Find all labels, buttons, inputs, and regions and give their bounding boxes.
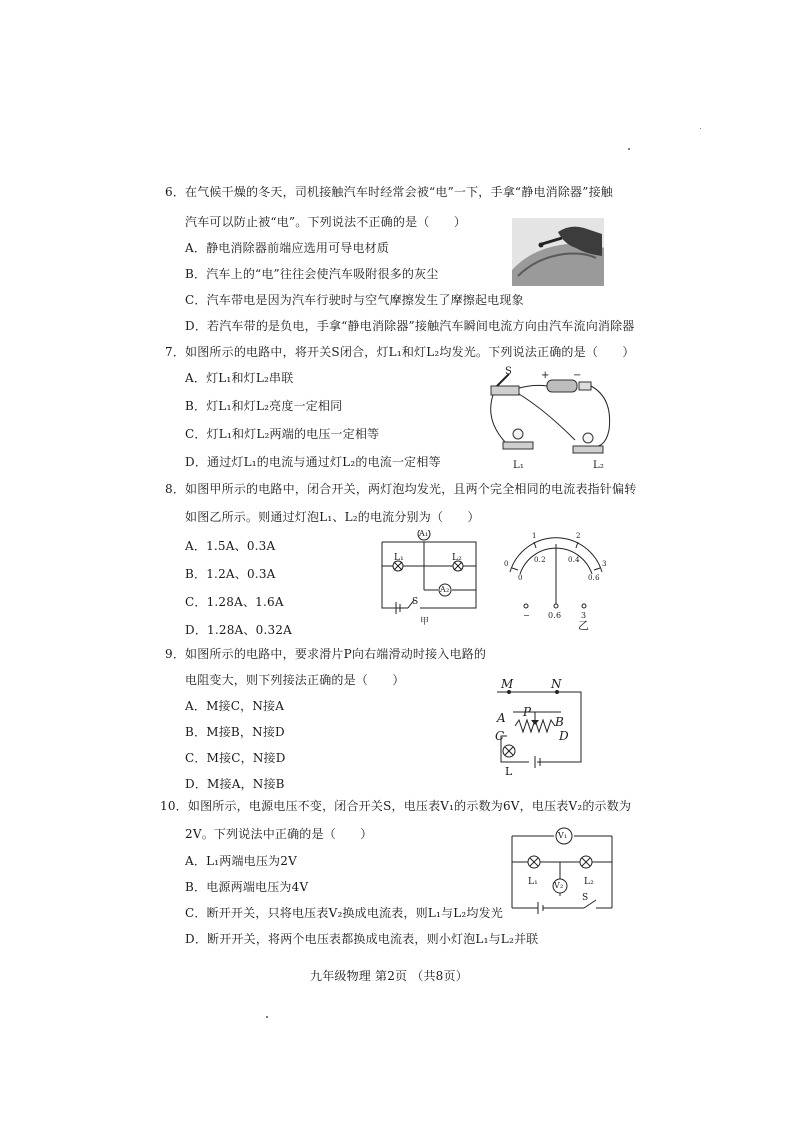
q9-label-d: D xyxy=(559,729,569,743)
q9-stem-line2: 电阻变大，则下列接法正确的是（ ） xyxy=(185,673,405,687)
q8-scale-top-1: 1 xyxy=(532,532,537,540)
q6-photo xyxy=(512,218,604,286)
q8-option-a: A．1.5A、0.3A xyxy=(185,539,276,553)
q7-label-l2: L₂ xyxy=(593,460,605,471)
scan-speck xyxy=(266,1016,268,1018)
q7-option-d: D．通过灯L₁的电流与通过灯L₂的电流一定相等 xyxy=(185,455,441,469)
q9-label-b: B xyxy=(555,715,565,729)
q9-stem-line1: 9．如图所示的电路中，要求滑片P向右端滑动时接入电路的 xyxy=(165,647,487,661)
q8-label-a1: A₁ xyxy=(419,529,429,538)
q6-option-b: B．汽车上的“电”往往会使汽车吸附很多的灰尘 xyxy=(185,267,439,281)
q9-option-d: D．M接A，N接B xyxy=(185,777,285,791)
q9-option-b: B．M接B，N接D xyxy=(185,725,285,739)
q6-stem-line2: 汽车可以防止被“电”。下列说法不正确的是（ ） xyxy=(185,215,467,229)
q9-option-c: C．M接C，N接D xyxy=(185,751,286,765)
q9-rheostat-figure xyxy=(485,678,585,778)
q8-label-yi: 乙 xyxy=(578,619,590,632)
q10-circuit-figure xyxy=(508,822,618,914)
q8-label-s: S xyxy=(412,597,419,607)
q8-scale-bottom-1: 0.2 xyxy=(534,556,546,564)
q9-label-p: P xyxy=(523,705,532,719)
q8-scale-top-0: 0 xyxy=(504,560,509,568)
q9-label-m: M xyxy=(501,677,514,691)
q10-label-l1: L₁ xyxy=(528,877,538,887)
q8-terminal-minus: − xyxy=(523,611,530,620)
q8-scale-top-2: 2 xyxy=(576,532,581,540)
q8-option-b: B．1.2A、0.3A xyxy=(185,567,276,581)
q7-label-plus: + xyxy=(541,370,550,381)
q8-terminal-06: 0.6 xyxy=(548,611,562,620)
q10-label-s: S xyxy=(582,893,589,903)
q8-ammeter-yi xyxy=(500,530,612,630)
q6-option-c: C．汽车带电是因为汽车行驶时与空气摩擦发生了摩擦起电现象 xyxy=(185,293,524,307)
q10-option-d: D．断开开关，将两个电压表都换成电流表，则小灯泡L₁与L₂并联 xyxy=(185,932,539,946)
q10-option-a: A．L₁两端电压为2V xyxy=(185,854,297,868)
q6-stem-line1: 6．在气候干燥的冬天，司机接触汽车时经常会被“电”一下，手拿“静电消除器”接触 xyxy=(165,185,613,199)
q10-label-v2: V₂ xyxy=(554,881,564,890)
q8-label-a2: A₂ xyxy=(440,585,450,594)
q10-option-b: B．电源两端电压为4V xyxy=(185,880,309,894)
q9-label-c: C xyxy=(495,729,505,743)
q8-label-l2: L₂ xyxy=(452,553,462,563)
q7-option-c: C．灯L₁和灯L₂两端的电压一定相等 xyxy=(185,427,380,441)
q8-label-jia: 甲 xyxy=(420,617,430,627)
q9-label-l: L xyxy=(505,765,513,778)
q8-stem-line1: 8．如图甲所示的电路中，闭合开关，两灯泡均发光，且两个完全相同的电流表指针偏转 xyxy=(165,482,637,496)
q9-label-n: N xyxy=(551,677,562,691)
q8-scale-bottom-3: 0.6 xyxy=(588,574,600,582)
q8-option-d: D．1.28A、0.32A xyxy=(185,623,292,637)
q6-option-d: D．若汽车带的是负电，手拿“静电消除器”接触汽车瞬间电流方向由汽车流向消除器 xyxy=(185,319,635,333)
q8-terminal-3: 3 xyxy=(581,611,587,620)
q8-stem-line2: 如图乙所示。则通过灯泡L₁、L₂的电流分别为（ ） xyxy=(185,510,480,524)
q7-stem-line1: 7．如图所示的电路中，将开关S闭合，灯L₁和灯L₂均发光。下列说法正确的是（ ） xyxy=(165,345,635,359)
q7-label-minus: − xyxy=(573,370,582,381)
q8-scale-bottom-0: 0 xyxy=(518,574,523,582)
scan-speck xyxy=(628,148,630,150)
q10-option-c: C．断开开关，只将电压表V₂换成电流表，则L₁与L₂均发光 xyxy=(185,906,504,920)
q10-label-v1: V₁ xyxy=(558,831,568,840)
q7-option-a: A．灯L₁和灯L₂串联 xyxy=(185,371,294,385)
q6-option-a: A．静电消除器前端应选用可导电材质 xyxy=(185,241,390,255)
q7-circuit-figure xyxy=(485,366,615,471)
q8-scale-top-3: 3 xyxy=(602,560,607,568)
q7-label-switch: S xyxy=(505,366,513,377)
q7-option-b: B．灯L₁和灯L₂亮度一定相同 xyxy=(185,399,343,413)
q7-label-l1: L₁ xyxy=(513,460,525,471)
q9-label-a: A xyxy=(497,711,506,725)
q9-option-a: A．M接C，N接A xyxy=(185,699,285,713)
q8-option-c: C．1.28A、1.6A xyxy=(185,595,284,609)
scan-speck xyxy=(700,128,701,129)
q10-stem-line1: 10．如图所示，电源电压不变，闭合开关S，电压表V₁的示数为6V，电压表V₂的示数为 xyxy=(160,799,632,813)
q10-stem-line2: 2V。下列说法中正确的是（ ） xyxy=(185,827,373,841)
page-footer: 九年级物理 第2页 （共8页） xyxy=(310,969,468,983)
q8-scale-bottom-2: 0.4 xyxy=(568,556,580,564)
q8-circuit-jia xyxy=(380,530,480,626)
q8-label-l1: L₁ xyxy=(394,553,404,563)
q10-label-l2: L₂ xyxy=(584,877,594,887)
